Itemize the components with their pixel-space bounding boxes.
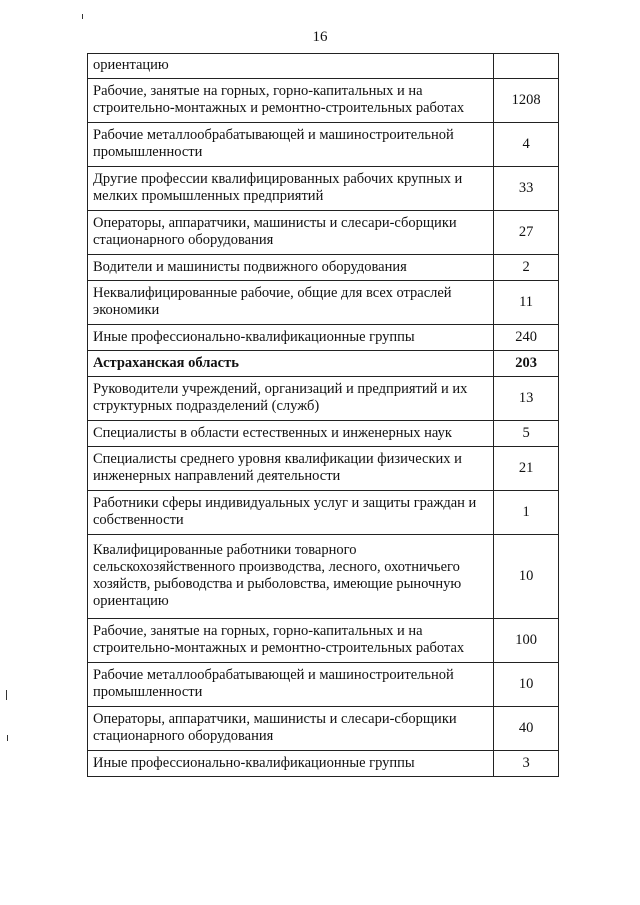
row-value: 11 [494, 281, 559, 325]
row-value: 1 [494, 491, 559, 535]
scan-mark-left-lower [7, 735, 8, 741]
table-row [88, 123, 559, 167]
scan-mark-top [82, 14, 83, 19]
row-value: 100 [494, 619, 559, 663]
row-label: Квалифицированные работники товарного сельскохозяйственного производства, лесного, охотничьего хозяйств, рыбоводства и рыболовства, имеющие рыночную ориентацию [88, 535, 494, 619]
row-label: Астраханская область [88, 351, 494, 377]
row-label: Неквалифицированные рабочие, общие для всех отраслей экономики [88, 281, 494, 325]
row-value: 13 [494, 377, 559, 421]
table-row [88, 535, 559, 619]
scan-mark-left [6, 690, 7, 700]
page-number: 16 [312, 29, 328, 45]
row-value: 203 [494, 351, 559, 377]
table-row [88, 491, 559, 535]
row-label: Руководители учреждений, организаций и предприятий и их структурных подразделений (служб) [88, 377, 494, 421]
row-value: 10 [494, 663, 559, 707]
row-label: Рабочие металлообрабатывающей и машиностроительной промышленности [88, 123, 494, 167]
table-row [88, 351, 559, 377]
row-value: 240 [494, 325, 559, 351]
table-row [88, 447, 559, 491]
row-label: Рабочие металлообрабатывающей и машиностроительной промышленности [88, 663, 494, 707]
row-label: Водители и машинисты подвижного оборудования [88, 255, 494, 281]
table-row [88, 707, 559, 751]
row-value: 10 [494, 535, 559, 619]
row-value: 2 [494, 255, 559, 281]
occupation-table [87, 53, 559, 777]
row-label: Работники сферы индивидуальных услуг и защиты граждан и собственности [88, 491, 494, 535]
row-label: Специалисты в области естественных и инженерных наук [88, 421, 494, 447]
row-label: Специалисты среднего уровня квалификации физических и инженерных направлений деятельности [88, 447, 494, 491]
row-label: Другие профессии квалифицированных рабочих крупных и мелких промышленных предприятий [88, 167, 494, 211]
table-row [88, 211, 559, 255]
row-label: Иные профессионально-квалификационные группы [88, 325, 494, 351]
row-value: 4 [494, 123, 559, 167]
table-row [88, 167, 559, 211]
table-row [88, 281, 559, 325]
row-value: 1208 [494, 79, 559, 123]
table-row [88, 663, 559, 707]
table-row [88, 255, 559, 281]
table-row [88, 751, 559, 777]
row-label: ориентацию [88, 54, 494, 79]
table-row [88, 325, 559, 351]
table-row [88, 54, 559, 79]
row-label: Операторы, аппаратчики, машинисты и слесари-сборщики стационарного оборудования [88, 211, 494, 255]
row-label: Операторы, аппаратчики, машинисты и слесари-сборщики стационарного оборудования [88, 707, 494, 751]
occupation-table-body [88, 54, 559, 777]
row-value: 33 [494, 167, 559, 211]
table-row [88, 377, 559, 421]
row-label: Рабочие, занятые на горных, горно-капитальных и на строительно-монтажных и ремонтно-строительных работах [88, 79, 494, 123]
row-value [494, 54, 559, 79]
row-value: 40 [494, 707, 559, 751]
table-row [88, 619, 559, 663]
row-label: Рабочие, занятые на горных, горно-капитальных и на строительно-монтажных и ремонтно-строительных работах [88, 619, 494, 663]
row-value: 3 [494, 751, 559, 777]
row-value: 21 [494, 447, 559, 491]
table-row [88, 421, 559, 447]
row-label: Иные профессионально-квалификационные группы [88, 751, 494, 777]
row-value: 5 [494, 421, 559, 447]
row-value: 27 [494, 211, 559, 255]
table-row [88, 79, 559, 123]
